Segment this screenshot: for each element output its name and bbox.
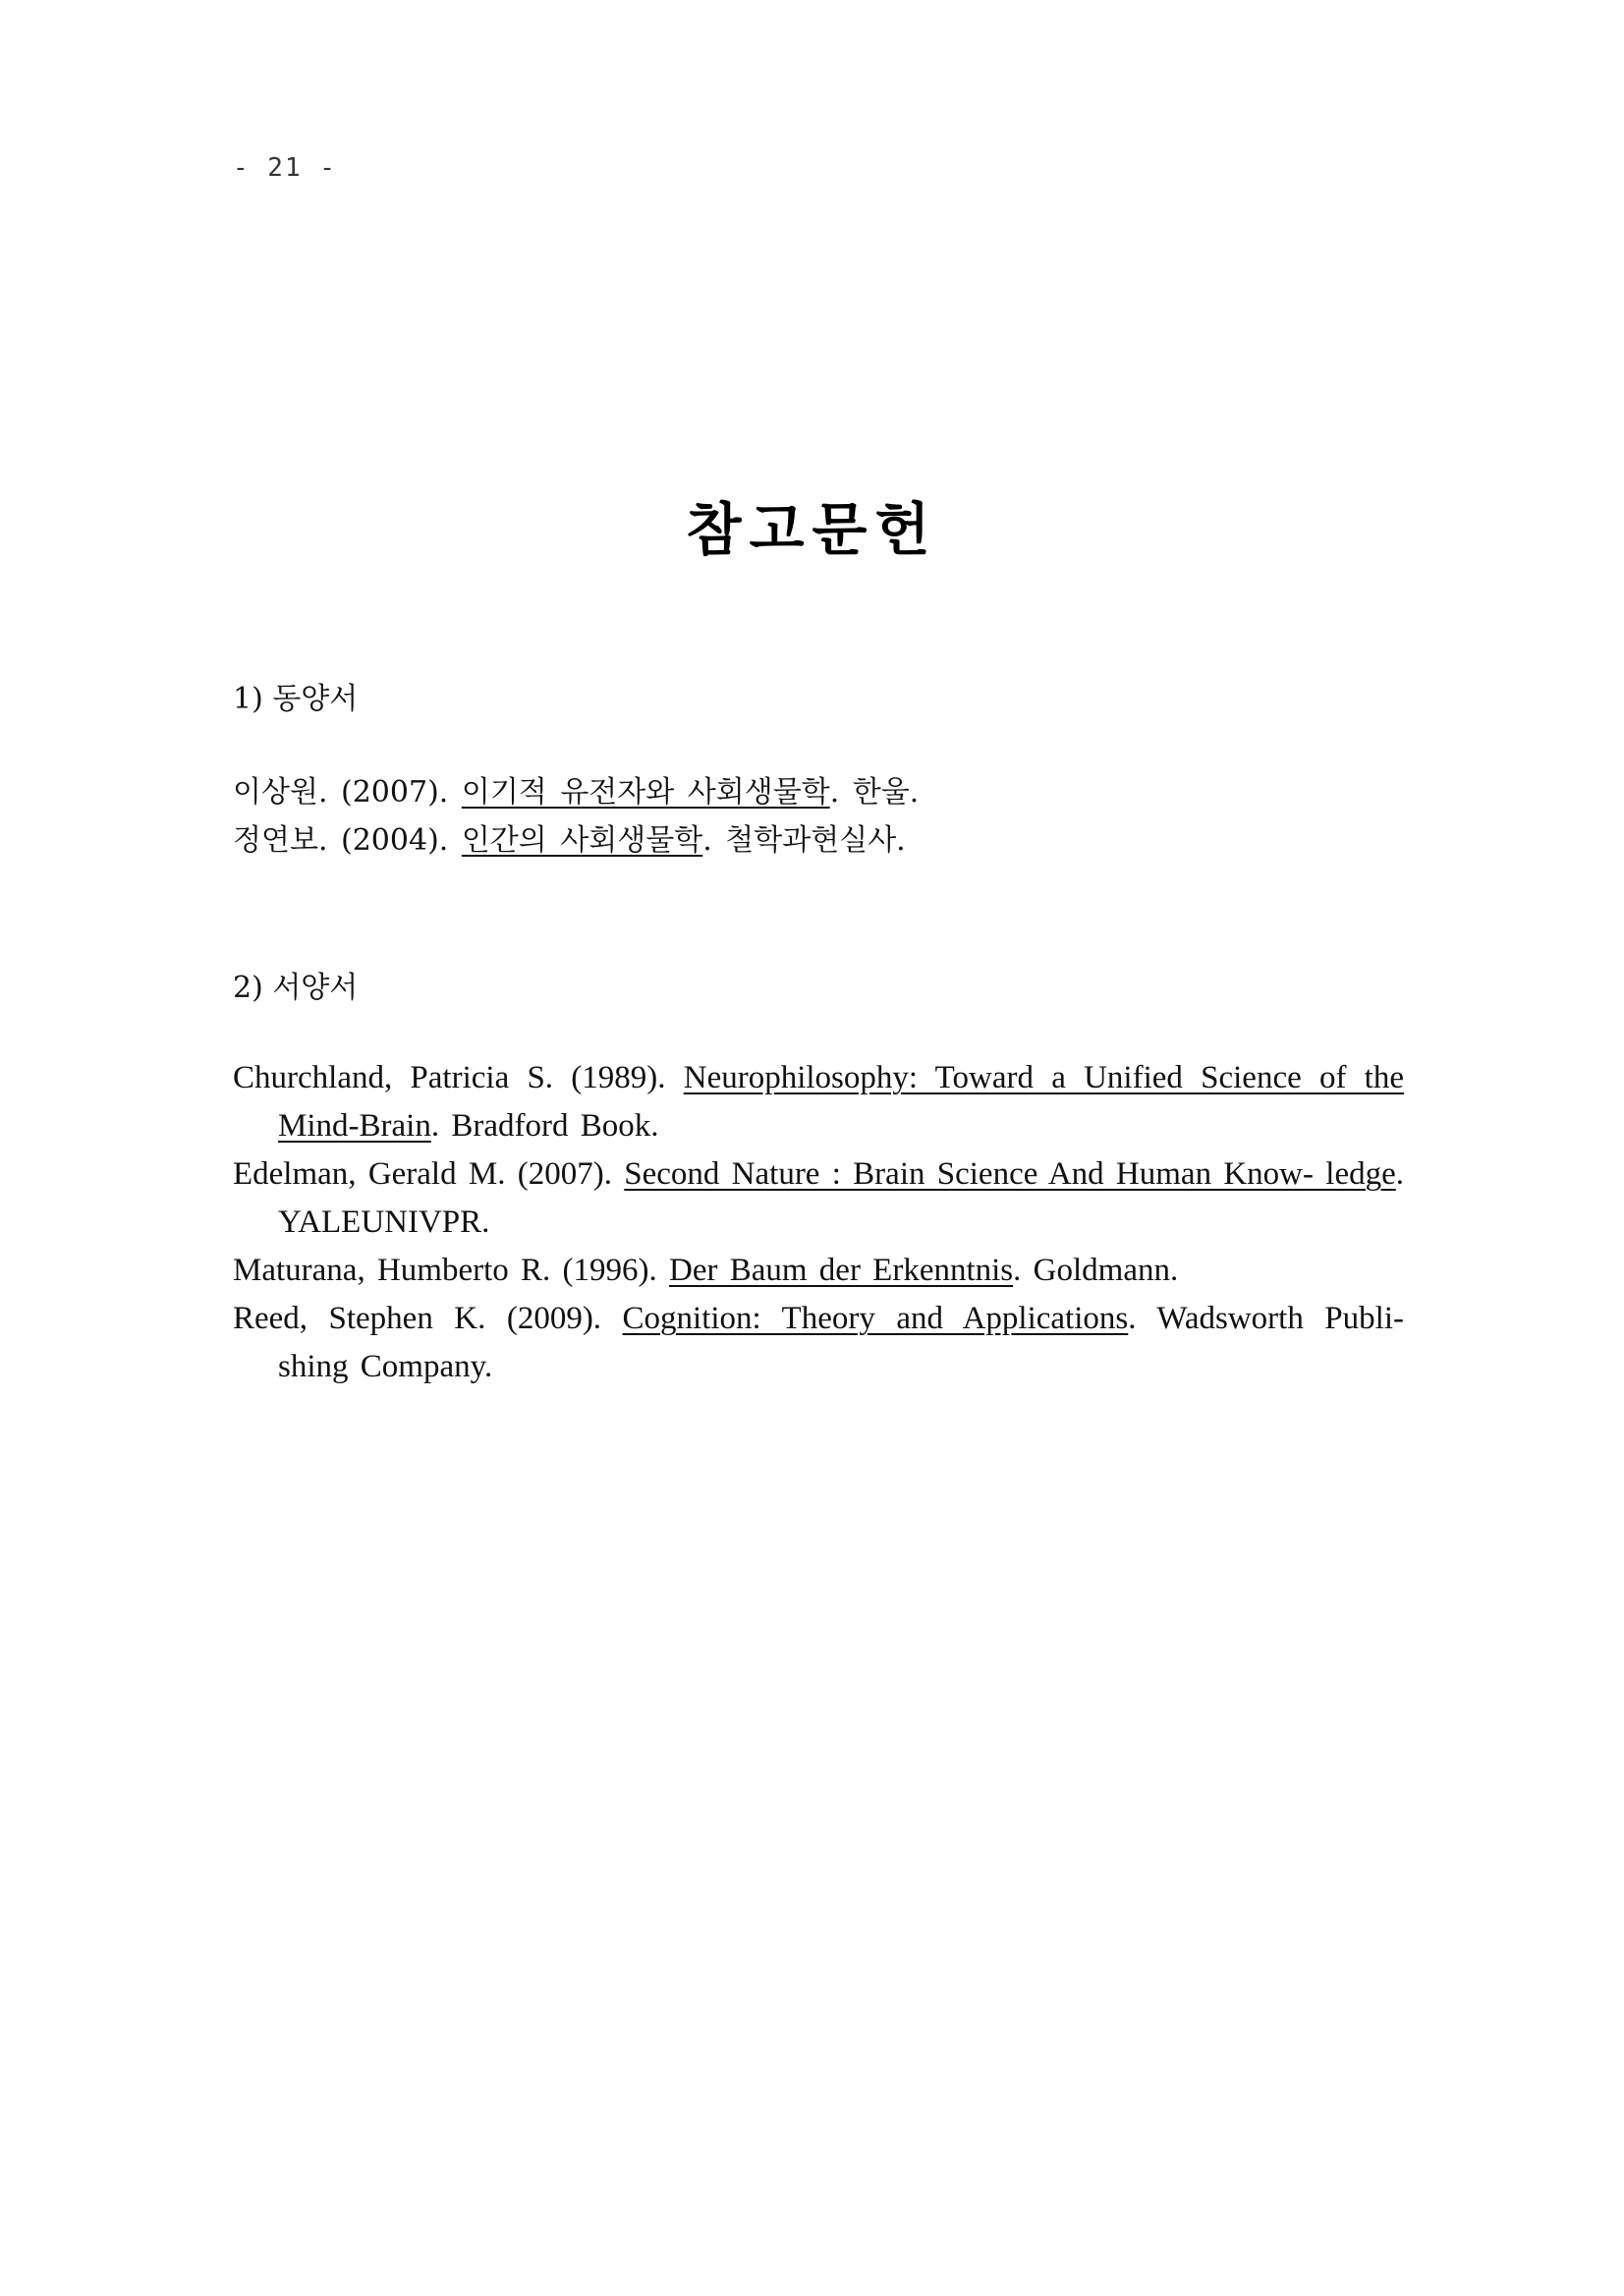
reference-list-eastern — [233, 768, 1404, 865]
section-heading-western: 2) 서양서 — [233, 971, 359, 1005]
reference-publisher: . Wadsworth Publi- shing Company. — [278, 1301, 1404, 1384]
reference-item — [233, 816, 1404, 865]
reference-author-year: Reed, Stephen K. (2009). — [233, 1301, 623, 1336]
reference-publisher: . YALEUNIVPR. — [278, 1156, 1404, 1240]
reference-title: Der Baum der Erkenntnis — [669, 1253, 1014, 1288]
reference-title: Second Nature : Brain Science And Human Know- ledge — [624, 1156, 1396, 1192]
reference-item — [233, 1295, 1404, 1391]
page-title: 참고문헌 — [686, 496, 938, 563]
reference-list-western — [233, 1054, 1404, 1391]
reference-item — [233, 768, 1404, 816]
reference-item — [233, 1150, 1404, 1247]
reference-author-year: 이상원. (2007). — [233, 775, 462, 810]
reference-title: 이기적 유전자와 사회생물학 — [461, 775, 830, 810]
reference-publisher: . 한울. — [829, 775, 920, 810]
reference-title: Neurophilosophy: Toward a Unified Science of the Mind-Brain — [278, 1060, 1404, 1144]
reference-title: Cognition: Theory and Applications — [622, 1301, 1129, 1336]
reference-publisher: . Bradford Book. — [430, 1108, 659, 1144]
section-heading-eastern: 1) 동양서 — [233, 682, 359, 716]
reference-author-year: Maturana, Humberto R. (1996). — [233, 1253, 669, 1288]
reference-item — [233, 1247, 1404, 1295]
reference-author-year: 정연보. (2004). — [233, 823, 462, 858]
reference-author-year: Edelman, Gerald M. (2007). — [233, 1156, 625, 1192]
reference-title: 인간의 사회생물학 — [461, 823, 703, 858]
page-number: - 21 - — [233, 153, 337, 183]
reference-item — [233, 1054, 1404, 1150]
reference-author-year: Churchland, Patricia S. (1989). — [233, 1060, 684, 1095]
reference-publisher: . Goldmann. — [1013, 1253, 1179, 1288]
reference-publisher: . 철학과현실사. — [702, 823, 906, 858]
